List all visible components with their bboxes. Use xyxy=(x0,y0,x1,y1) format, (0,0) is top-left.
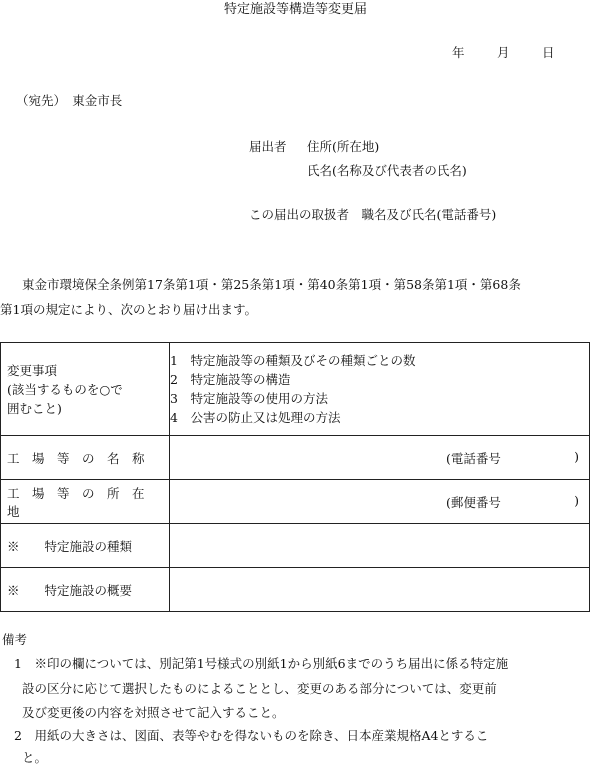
table-row-factory-name xyxy=(1,436,590,480)
note-1-line-2: 設の区分に応じて選択したものによることとし、変更のある部分については、変更前 xyxy=(22,681,497,696)
facility-overview-field[interactable] xyxy=(170,568,590,612)
date-month-label: 月 xyxy=(497,45,510,60)
table-row-factory-address xyxy=(1,480,590,524)
facility-overview-label: ※ 特定施設の概要 xyxy=(1,568,170,612)
notifier-label: 届出者 xyxy=(249,139,287,154)
change-item-1[interactable]: 1 特定施設等の種類及びその種類ごとの数 xyxy=(170,353,416,368)
form-title: 特定施設等構造等変更届 xyxy=(223,2,367,17)
factory-name-field[interactable] xyxy=(170,436,590,480)
postal-code-note: (郵便番号 xyxy=(446,495,501,510)
factory-address-label: 工 場 等 の 所 在 地 xyxy=(1,480,170,524)
postal-code-close: ) xyxy=(574,493,579,508)
change-label-line-1: 変更事項 xyxy=(7,362,58,378)
note-2-line-1: 2 用紙の大きさは、図面、表等やむを得ないものを除き、日本産業規格A4とするこ xyxy=(14,728,489,743)
change-label-line-2: (該当するものを○で xyxy=(7,381,123,397)
table-row-facility-overview xyxy=(1,568,590,612)
change-item-3[interactable]: 3 特定施設等の使用の方法 xyxy=(170,391,328,406)
note-1-line-3: 及び変更後の内容を対照させて記入すること。 xyxy=(22,705,285,720)
note-2-line-2: と。 xyxy=(22,750,48,765)
change-items-options-cell[interactable] xyxy=(170,343,590,436)
facility-type-label: ※ 特定施設の種類 xyxy=(1,524,170,568)
note-1-line-1: 1 ※印の欄については、別記第1号様式の別紙1から別紙6までのうち届出に係る特定施 xyxy=(14,656,509,671)
notifier-address-label: 住所(所在地) xyxy=(307,139,380,154)
addressee: （宛先） 東金市長 xyxy=(16,93,123,108)
phone-number-note: (電話番号 xyxy=(446,451,501,466)
body-text-line-1: 東金市環境保全条例第17条第1項・第25条第1項・第40条第1項・第58条第1項・第68条 xyxy=(22,277,521,292)
factory-name-label: 工 場 等 の 名 称 xyxy=(1,436,170,480)
body-text-line-2: 第1項の規定により、次のとおり届け出ます。 xyxy=(0,302,257,317)
factory-address-field[interactable] xyxy=(170,480,590,524)
date-day-label: 日 xyxy=(542,45,555,60)
change-item-4[interactable]: 4 公害の防止又は処理の方法 xyxy=(170,410,341,425)
date-year-label: 年 xyxy=(452,45,465,60)
table-row-change-items xyxy=(1,343,590,436)
change-item-2[interactable]: 2 特定施設等の構造 xyxy=(170,372,291,387)
handler-label: この届出の取扱者 職名及び氏名(電話番号) xyxy=(249,207,497,222)
phone-number-close: ) xyxy=(574,449,579,464)
notes-heading: 備考 xyxy=(2,632,28,647)
change-label-line-3: 囲むこと) xyxy=(7,400,62,416)
facility-type-field[interactable] xyxy=(170,524,590,568)
form-table xyxy=(0,342,590,612)
change-items-label-cell xyxy=(1,343,170,436)
notifier-name-label: 氏名(名称及び代表者の氏名) xyxy=(307,163,467,178)
table-row-facility-type xyxy=(1,524,590,568)
